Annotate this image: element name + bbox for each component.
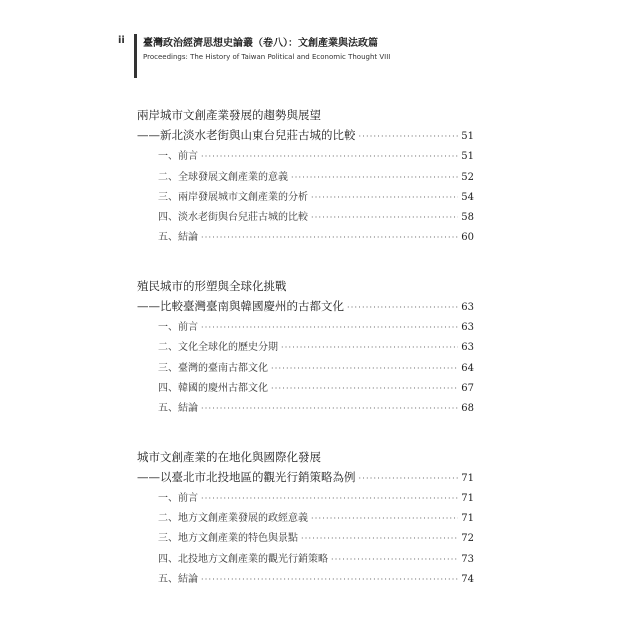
toc-item-label: 四、淡水老街與台兒莊古城的比較 <box>158 212 308 224</box>
toc-item-label: 五、結論 <box>158 403 198 415</box>
section-subtitle: ——以臺北市北投地區的觀光行銷策略為例 <box>137 469 356 484</box>
header-title-english: Proceedings: The History of Taiwan Political and Economic Thought VIII <box>143 53 391 61</box>
toc-item-label: 三、臺灣的臺南古都文化 <box>158 362 268 374</box>
page-ref: 71 <box>461 472 474 484</box>
leader-dots <box>291 168 458 188</box>
section-subtitle-row <box>137 125 474 147</box>
leader-dots <box>201 489 458 509</box>
toc-section <box>137 105 474 249</box>
section-subtitle: ——比較臺灣臺南與韓國慶州的古都文化 <box>137 298 344 313</box>
toc-item <box>137 208 474 228</box>
page-ref: 58 <box>461 212 474 224</box>
toc-item-label: 一、前言 <box>158 322 198 334</box>
leader-dots <box>359 127 459 147</box>
section-title: 兩岸城市文創產業發展的趨勢與展望 <box>137 108 321 122</box>
page-ref: 63 <box>461 301 474 313</box>
toc-item-label: 四、北投地方文創產業的觀光行銷策略 <box>158 553 328 565</box>
toc-item-label: 五、結論 <box>158 574 198 586</box>
page-ref: 74 <box>461 574 474 586</box>
leader-dots <box>359 469 459 489</box>
page-ref: 51 <box>461 131 474 142</box>
toc-item-label: 五、結論 <box>158 232 198 244</box>
toc-item-label: 三、地方文創產業的特色與景點 <box>158 533 298 545</box>
leader-dots <box>201 228 458 248</box>
page-ref: 51 <box>461 151 474 163</box>
leader-dots <box>201 318 458 338</box>
page-ref: 54 <box>461 191 474 203</box>
toc-section <box>137 276 474 420</box>
page-ref: 60 <box>461 232 474 244</box>
page-ref: 64 <box>461 362 474 374</box>
toc-item-label: 四、韓國的慶州古都文化 <box>158 382 268 394</box>
leader-dots <box>311 509 458 529</box>
table-of-contents <box>137 105 474 617</box>
section-title: 殖民城市的形塑與全球化挑戰 <box>137 278 287 293</box>
leader-dots <box>271 359 458 379</box>
leader-dots <box>271 379 458 399</box>
toc-item <box>137 359 474 379</box>
page-ref: 52 <box>461 171 474 183</box>
toc-section <box>137 447 474 591</box>
toc-item-label: 二、文化全球化的歷史分期 <box>158 342 278 354</box>
toc-item-label: 三、兩岸發展城市文創產業的分析 <box>158 191 308 203</box>
leader-dots <box>201 399 458 419</box>
section-title: 城市文創產業的在地化與國際化發展 <box>137 449 321 464</box>
page-ref: 71 <box>461 492 474 504</box>
leader-dots <box>201 147 458 167</box>
toc-item <box>137 168 474 188</box>
leader-dots <box>281 338 458 358</box>
section-subtitle-row <box>137 296 474 318</box>
toc-item <box>137 399 474 419</box>
header-divider-bar <box>134 34 137 78</box>
section-subtitle-row <box>137 467 474 489</box>
leader-dots <box>331 550 458 570</box>
toc-item <box>137 489 474 509</box>
toc-item <box>137 228 474 248</box>
toc-item <box>137 338 474 358</box>
leader-dots <box>347 298 458 318</box>
page-ref: 67 <box>461 382 474 394</box>
page-ref: 68 <box>461 403 474 415</box>
toc-item <box>137 509 474 529</box>
page-number: ii <box>118 35 125 46</box>
toc-item <box>137 570 474 590</box>
page-ref: 63 <box>461 342 474 354</box>
toc-item-label: 一、前言 <box>158 151 198 163</box>
toc-item-label: 二、地方文創產業發展的政經意義 <box>158 513 308 525</box>
leader-dots <box>201 570 458 590</box>
header-title-chinese: 臺灣政治經濟思想史論叢（卷八）：文創產業與法政篇 <box>143 38 378 49</box>
toc-item <box>137 550 474 570</box>
page-ref: 71 <box>461 513 474 525</box>
page-ref: 72 <box>461 533 474 545</box>
leader-dots <box>311 188 458 208</box>
toc-item <box>137 379 474 399</box>
toc-item-label: 二、全球發展文創產業的意義 <box>158 171 288 183</box>
leader-dots <box>301 529 458 549</box>
leader-dots <box>311 208 458 228</box>
section-subtitle: ——新北淡水老街與山東台兒莊古城的比較 <box>137 128 356 142</box>
page-ref: 63 <box>461 322 474 334</box>
toc-item <box>137 318 474 338</box>
toc-item <box>137 147 474 167</box>
toc-item-label: 一、前言 <box>158 492 198 504</box>
toc-item <box>137 529 474 549</box>
page-ref: 73 <box>461 553 474 565</box>
toc-item <box>137 188 474 208</box>
